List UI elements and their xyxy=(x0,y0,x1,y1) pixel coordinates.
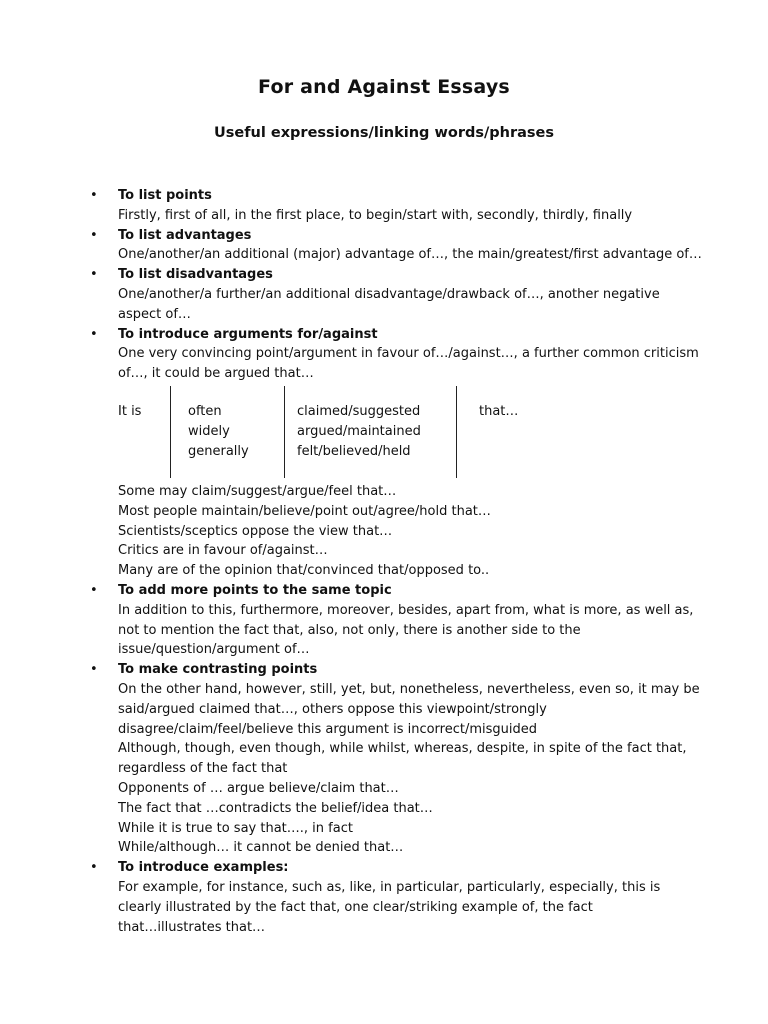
section-line: On the other hand, however, still, yet, but, nonetheless, nevertheless, even so, it may be xyxy=(118,681,700,697)
section-line: Firstly, first of all, in the first place, to begin/start with, secondly, thirdly, finally xyxy=(118,207,633,223)
section-line: said/argued claimed that…, others oppose this viewpoint/strongly xyxy=(118,701,547,717)
table-divider xyxy=(284,386,285,478)
section-line: One/another/a further/an additional disadvantage/drawback of…, another negative xyxy=(118,286,660,302)
bullet-icon: • xyxy=(90,267,98,283)
section-heading: To make contrasting points xyxy=(118,662,318,678)
section-heading: To list points xyxy=(118,188,212,203)
section-line: The fact that …contradicts the belief/idea that… xyxy=(118,800,433,816)
section-line: disagree/claim/feel/believe this argument is incorrect/misguided xyxy=(118,721,538,737)
page-title: For and Against Essays xyxy=(258,76,510,98)
table-cell-verb: argued/maintained xyxy=(297,423,421,439)
section-line: While/although… it cannot be denied that… xyxy=(118,840,404,856)
bullet-icon: • xyxy=(90,582,98,598)
section-line: Many are of the opinion that/convinced that/opposed to.. xyxy=(118,563,490,579)
section-contrasting-points xyxy=(90,660,708,858)
section-line: One/another/an additional (major) advantage of…, the main/greatest/first advantage of… xyxy=(118,247,702,263)
section-line: of…, it could be argued that… xyxy=(118,366,314,382)
section-add-points xyxy=(90,581,708,660)
section-line: For example, for instance, such as, like, in particular, particularly, especially, this is xyxy=(118,879,661,895)
section-list-advantages xyxy=(90,226,708,266)
section-line: While it is true to say that…., in fact xyxy=(118,820,353,836)
table-cell-that: that… xyxy=(479,403,519,419)
section-line: Although, though, even though, while whilst, whereas, despite, in spite of the fact that, xyxy=(118,741,687,757)
table-cell-adverb: widely xyxy=(188,423,230,439)
table-divider xyxy=(170,386,171,478)
table-cell-it-is: It is xyxy=(118,403,142,419)
bullet-icon: • xyxy=(90,227,98,243)
bullet-icon: • xyxy=(90,662,98,678)
section-examples xyxy=(90,858,708,937)
section-line: One very convincing point/argument in favour of…/against…, a further common criticism xyxy=(118,346,699,362)
section-arguments xyxy=(90,325,708,581)
section-list-disadvantages xyxy=(90,265,708,324)
section-line: that…illustrates that… xyxy=(118,919,266,935)
section-line: Some may claim/suggest/argue/feel that… xyxy=(118,483,397,499)
section-heading: To list advantages xyxy=(118,227,252,243)
bullet-icon: • xyxy=(90,188,98,203)
section-heading: To introduce arguments for/against xyxy=(118,326,378,342)
expression-table xyxy=(118,384,708,482)
section-line: Scientists/sceptics oppose the view that… xyxy=(118,523,393,539)
section-line: Opponents of … argue believe/claim that… xyxy=(118,780,399,796)
section-line: In addition to this, furthermore, moreover, besides, apart from, what is more, as well as, xyxy=(118,602,694,618)
table-cell-adverb: often xyxy=(188,403,222,419)
section-list-points xyxy=(90,186,708,226)
table-cell-verb: claimed/suggested xyxy=(297,403,421,419)
section-line: clearly illustrated by the fact that, one clear/striking example of, the fact xyxy=(118,899,593,915)
content xyxy=(90,186,708,937)
section-heading: To list disadvantages xyxy=(118,267,273,283)
section-line: Most people maintain/believe/point out/agree/hold that… xyxy=(118,503,491,519)
section-line: not to mention the fact that, also, not only, there is another side to the xyxy=(118,622,581,638)
bullet-icon: • xyxy=(90,326,98,342)
table-divider xyxy=(456,386,457,478)
section-line: regardless of the fact that xyxy=(118,761,288,777)
page-subtitle: Useful expressions/linking words/phrases xyxy=(213,125,555,141)
bullet-icon: • xyxy=(90,860,98,876)
section-line: aspect of… xyxy=(118,306,191,322)
section-line: Critics are in favour of/against… xyxy=(118,543,328,559)
table-cell-verb: felt/believed/held xyxy=(297,443,411,459)
section-line: issue/question/argument of… xyxy=(118,642,310,658)
table-cell-adverb: generally xyxy=(188,443,249,459)
section-heading: To add more points to the same topic xyxy=(118,582,392,598)
section-heading: To introduce examples: xyxy=(118,860,289,876)
